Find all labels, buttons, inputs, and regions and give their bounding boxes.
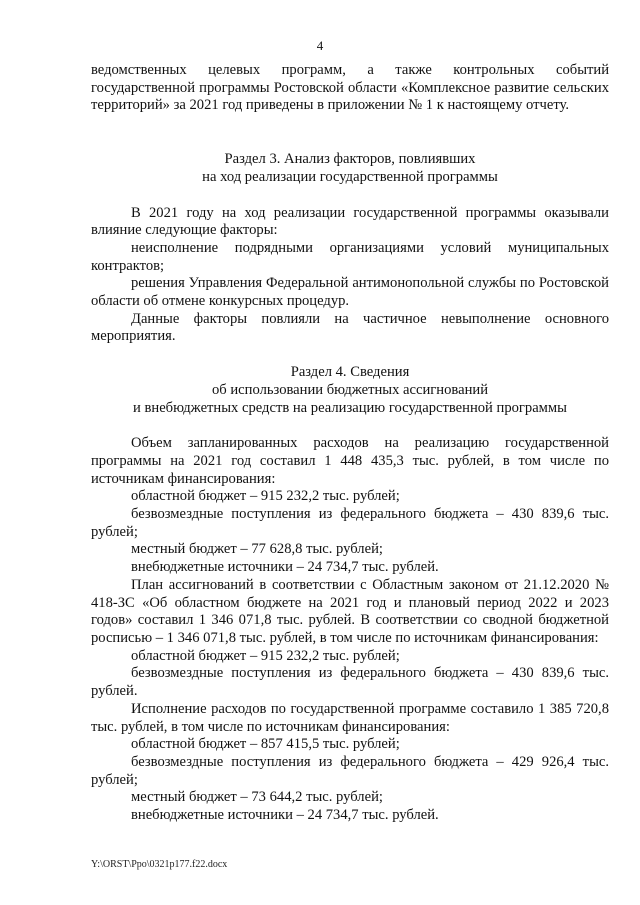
section-4-heading xyxy=(91,364,609,417)
section-3-paragraph-3: решения Управления Федеральной антимонопольной службы по Ростовской области об отмене конкурсных процедур. xyxy=(91,275,609,310)
planned-item-regional: областной бюджет – 915 232,2 тыс. рублей; xyxy=(131,488,400,505)
section-3-paragraph-4: Данные факторы повлияли на частичное невыполнение основного мероприятия. xyxy=(91,310,609,345)
allocation-plan-paragraph: План ассигнований в соответствии с Областным законом от 21.12.2020 № 418-ЗС «Об областном бюджете на 2021 год и плановый период 2022 и 2023 годов» составил 1 346 071,8 тыс. рублей. В соответствии со сводной бюджетной росписью – 1 346 071,8 тыс. рублей, в том числе по источникам финансирования: xyxy=(91,576,609,646)
section-3-heading-line-1: Раздел 3. Анализ факторов, повлиявших xyxy=(224,151,476,168)
section-3-paragraph-2: неисполнение подрядными организациями условий муниципальных контрактов; xyxy=(91,239,609,274)
execution-item-local: местный бюджет – 73 644,2 тыс. рублей; xyxy=(131,789,383,806)
section-3-paragraph-1: В 2021 году на ход реализации государственной программы оказывали влияние следующие факторы: xyxy=(91,204,609,239)
section-4-heading-line-3: и внебюджетных средств на реализацию государственной программы xyxy=(133,399,567,416)
section-4-heading-line-1: Раздел 4. Сведения xyxy=(290,364,410,381)
document-body xyxy=(91,62,609,825)
section-4-heading-line-2: об использовании бюджетных ассигнований xyxy=(212,381,488,398)
planned-item-extrabudgetary: внебюджетные источники – 24 734,7 тыс. рублей. xyxy=(131,559,439,576)
execution-paragraph: Исполнение расходов по государственной программе составило 1 385 720,8 тыс. рублей, в том числе по источникам финансирования: xyxy=(91,700,609,735)
section-3-heading-line-2: на ход реализации государственной программы xyxy=(202,168,498,185)
plan-item-federal: безвозмездные поступления из федерального бюджета – 430 839,6 тыс. рублей. xyxy=(91,665,609,700)
planned-item-local: местный бюджет – 77 628,8 тыс. рублей; xyxy=(131,541,383,558)
planned-expenses-paragraph: Объем запланированных расходов на реализацию государственной программы на 2021 год составил 1 448 435,3 тыс. рублей, в том числе по источникам финансирования: xyxy=(91,435,609,487)
execution-item-federal: безвозмездные поступления из федерального бюджета – 429 926,4 тыс. рублей; xyxy=(91,753,609,788)
page-number: 4 xyxy=(316,38,324,53)
plan-item-regional: областной бюджет – 915 232,2 тыс. рублей; xyxy=(131,647,400,664)
section-3-heading xyxy=(91,151,609,186)
footer-file-path: Y:\ORST\Ppo\0321p177.f22.docx xyxy=(91,859,228,870)
execution-item-regional: областной бюджет – 857 415,5 тыс. рублей; xyxy=(131,736,400,753)
planned-item-federal: безвозмездные поступления из федерального бюджета – 430 839,6 тыс. рублей; xyxy=(91,506,609,540)
intro-paragraph: ведомственных целевых программ, а также контрольных событий государственной программы Ростовской области «Комплексное развитие сельских территорий» за 2021 год приведены в приложении № 1 к настоящему отчету. xyxy=(91,62,609,114)
execution-item-extrabudgetary: внебюджетные источники – 24 734,7 тыс. рублей. xyxy=(131,807,439,824)
